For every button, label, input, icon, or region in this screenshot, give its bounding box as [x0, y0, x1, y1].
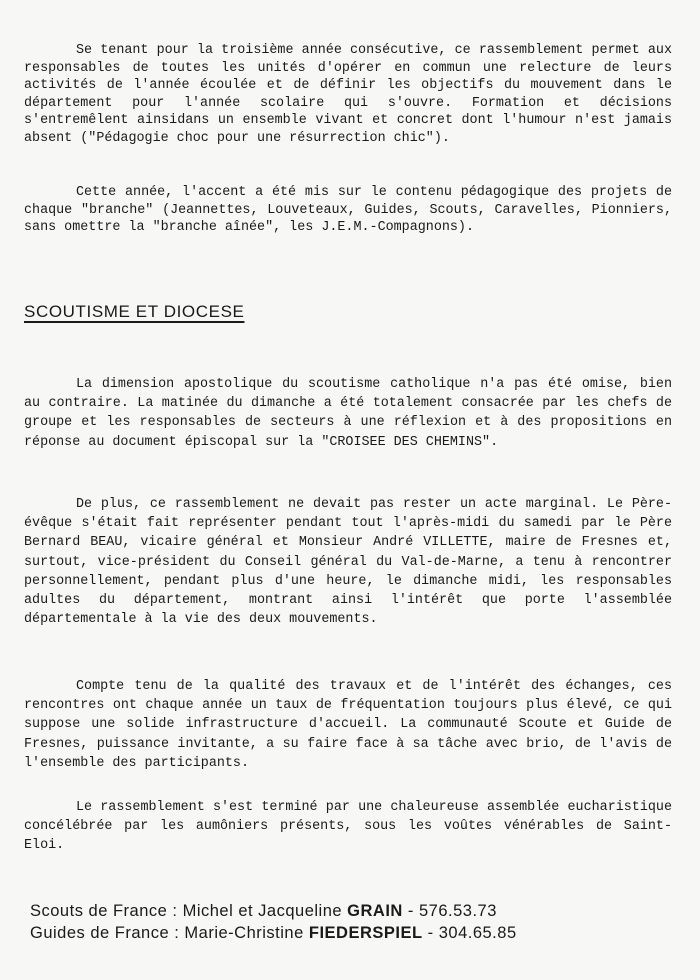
paragraph-dimension-apostolique: La dimension apostolique du scoutisme catholique n'a pas été omise, bien au contraire. La matinée du dimanche a été totalement consacrée par les chefs de groupe et les responsables de secteurs à une réflexion et à des propositions en réponse au document épiscopal sur la "CROISEE DES CHEMINS". — [24, 377, 672, 450]
contact-phone: - 304.65.85 — [422, 924, 517, 942]
contacts-block — [30, 900, 517, 944]
paragraph-qualite-travaux: Compte tenu de la qualité des travaux et de l'intérêt des échanges, ces rencontres ont chaque année un taux de fréquentation toujours plus élevé, ce qui suppose une solide infrastructure d'accueil. La communauté Scoute et Guide de Fresnes, puissance invitante, a su faire face à sa tâche avec brio, de l'avis de l'ensemble des participants. — [24, 679, 672, 771]
paragraph-acte-marginal: De plus, ce rassemblement ne devait pas rester un acte marginal. Le Père-évêque s'était fait représenter pendant tout l'après-midi du samedi par le Père Bernard BEAU, vicaire général et Monsieur André VILLETTE, maire de Fresnes et, surtout, vice-président du Conseil général du Val-de-Marne, a tenu à rencontrer personnellement, pendant plus d'une heure, le dimanche midi, les responsables adultes du département, montrant ainsi l'intérêt que porte l'assemblée départementale à la vie des deux mouvements. — [24, 497, 672, 628]
contact-label: Scouts de France : Michel et Jacqueline — [30, 902, 348, 920]
contact-label: Guides de France : Marie-Christine — [30, 924, 309, 942]
contact-phone: - 576.53.73 — [402, 902, 497, 920]
contact-name: FIEDERSPIEL — [308, 924, 423, 942]
contact-guides — [30, 922, 517, 944]
contact-name: GRAIN — [347, 902, 403, 920]
paragraph-branches: Cette année, l'accent a été mis sur le contenu pédagogique des projets de chaque "branche" (Jeannettes, Louveteaux, Guides, Scouts, Caravelles, Pionniers, sans omettre la "branche aînée", les J.E.M.-Compagnons). — [24, 185, 672, 236]
section-heading: SCOUTISME ET DIOCESE — [24, 302, 245, 321]
contact-scouts — [30, 900, 517, 922]
paragraph-rassemblement-intro: Se tenant pour la troisième année consécutive, ce rassemblement permet aux responsables de toutes les unités d'opérer en commun une relecture de leurs activités de l'année écoulée et de définir les objectifs du mouvement dans le département pour l'année scolaire qui s'ouvre. Formation et décisions s'entremêlent ainsidans un ensemble vivant et concret dont l'humour n'est jamais absent ("Pédagogie choc pour une résurrection chic"). — [24, 43, 672, 146]
paragraph-conclusion: Le rassemblement s'est terminé par une chaleureuse assemblée eucharistique concélébrée par les aumôniers présents, sous les voûtes vénérables de Saint-Eloi. — [24, 800, 672, 854]
